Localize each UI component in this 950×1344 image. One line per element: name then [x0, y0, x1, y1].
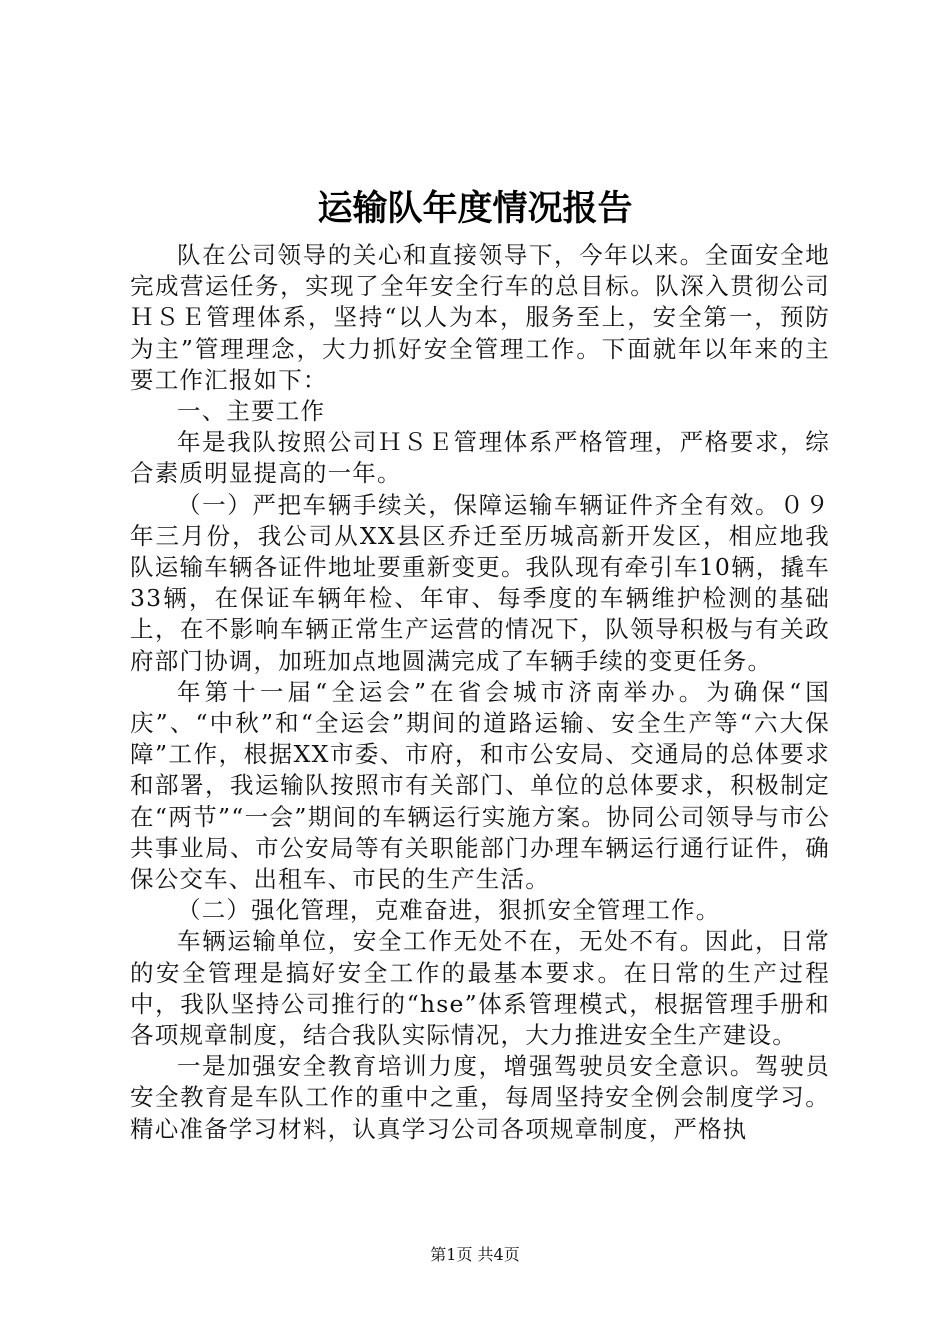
page-footer: 第1页 共4页 — [430, 1245, 520, 1264]
section-heading: 一、主要工作 — [177, 397, 326, 426]
paragraph: （一）严把车辆手续关，保障运输车辆证件齐全有效。０９年三月份，我公司从XX县区乔迁至历城高新开发区，相应地我队运输车辆各证件地址要重新变更。我队现有牵引车10辆，撬车33辆，在保证车辆年检、年审、每季度的车辆维护检测的基础上，在不影响车辆正常生产运营的情况下，队领导积极与有关政府部门协调，加班加点地圆满完成了车辆手续的变更任务。 — [130, 490, 830, 675]
paragraph: 年是我队按照公司ＨＳＥ管理体系严格管理，严格要求，综合素质明显提高的一年。 — [130, 428, 830, 488]
paragraph: 一是加强安全教育培训力度，增强驾驶员安全意识。驾驶员安全教育是车队工作的重中之重，每周坚持安全例会制度学习。精心准备学习材料，认真学习公司各项规章制度，严格执 — [130, 1052, 830, 1143]
paragraph: 队在公司领导的关心和直接领导下，今年以来。全面安全地完成营运任务，实现了全年安全行车的总目标。队深入贯彻公司ＨＳＥ管理体系，坚持“以人为本，服务至上，安全第一，预防为主”管理理念，大力抓好安全管理工作。下面就年以年来的主要工作汇报如下： — [130, 241, 830, 394]
subsection-heading: （二）强化管理，克难奋进，狠抓安全管理工作。 — [177, 896, 721, 925]
document-title: 运输队年度情况报告 — [317, 188, 633, 229]
document-body — [130, 240, 830, 1145]
paragraph: 年第十一届“全运会”在省会城市济南举办。为确保“国庆”、“中秋”和“全运会”期间的道路运输、安全生产等“六大保障”工作，根据XX市委、市府，和市公安局、交通局的总体要求和部署，我运输队按照市有关部门、单位的总体要求，积极制定在“两节”“一会”期间的车辆运行实施方案。协同公司领导与市公共事业局、市公安局等有关职能部门办理车辆运行通行证件，确保公交车、出租车、市民的生产生活。 — [130, 677, 830, 894]
paragraph: 车辆运输单位，安全工作无处不在，无处不有。因此，日常的安全管理是搞好安全工作的最基本要求。在日常的生产过程中，我队坚持公司推行的“hse”体系管理模式，根据管理手册和各项规章制度，结合我队实际情况，大力推进安全生产建设。 — [130, 927, 830, 1050]
